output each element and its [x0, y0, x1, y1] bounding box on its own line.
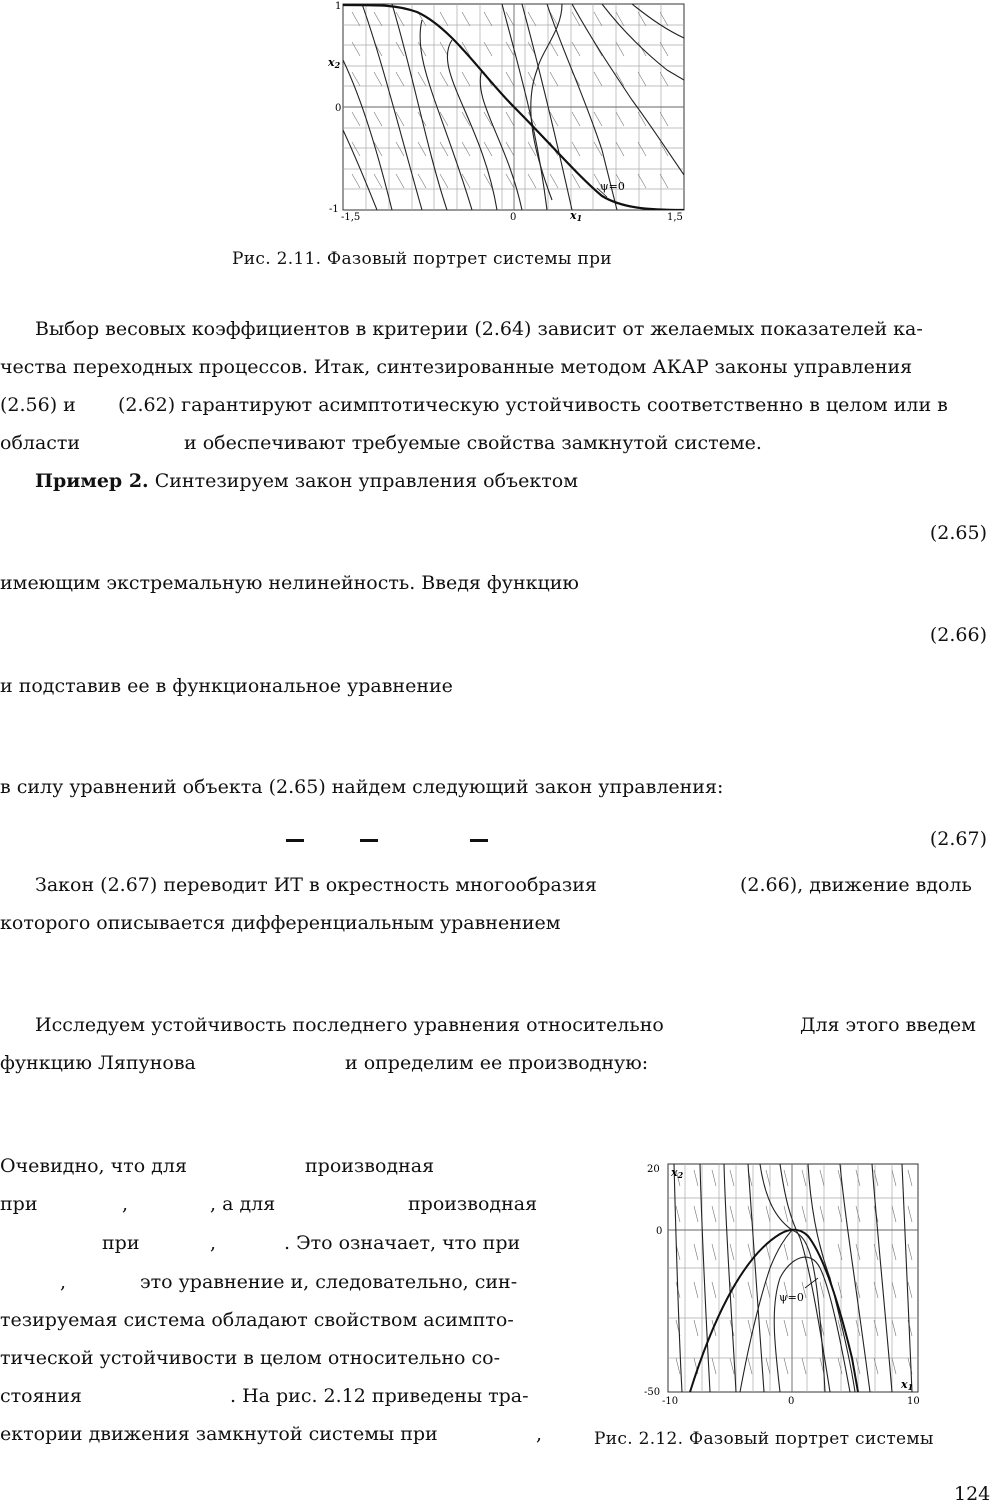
line-substitute: и подставив ее в функциональное уравнение: [0, 675, 453, 697]
col-l3-b: ,: [210, 1232, 217, 1254]
p1-line1: Выбор весовых коэффициентов в критерии (2.64) зависит от желаемых показателей ка-: [35, 318, 923, 340]
x-tick-mid: 0: [510, 212, 517, 223]
line-lyapunov-a: функцию Ляпунова: [0, 1052, 196, 1074]
col-l3-c: . Это означает, что при: [284, 1232, 521, 1254]
x-tick-right-2: 10: [907, 1396, 920, 1407]
col-l5: тезируемая система обладают свойством асимпто-: [0, 1309, 514, 1331]
line-law-b: (2.66), движение вдоль: [740, 874, 972, 896]
col-l4-a: ,: [60, 1271, 67, 1293]
figure-2-12: [640, 1158, 930, 1410]
y-tick-bottom-2: -50: [644, 1387, 661, 1398]
p1-line2: чества переходных процессов. Итак, синтезированные методом АКАР законы управления: [0, 356, 913, 378]
eq-number-2-67: (2.67): [929, 828, 987, 850]
col-l2-b: ,: [122, 1193, 129, 1215]
x-tick-right: 1,5: [667, 212, 683, 223]
y-tick-bottom: -1: [329, 204, 339, 215]
figure-2-11-caption: Рис. 2.11. Фазовый портрет системы при: [232, 249, 612, 269]
figure-2-12-caption: Рис. 2.12. Фазовый портрет системы: [594, 1429, 934, 1449]
page-number: 124: [954, 1483, 991, 1505]
line-extremal: имеющим экстремальную нелинейность. Введя функцию: [0, 572, 579, 594]
curve-label-2-11: ψ=0: [600, 180, 625, 193]
example-text: Синтезируем закон управления объектом: [154, 470, 578, 492]
phase-portrait-2-12: [640, 1158, 930, 1410]
x-tick-mid-2: 0: [788, 1396, 795, 1407]
fraction-bar-2: [360, 839, 378, 842]
y-axis-label-2: x2: [671, 1166, 684, 1180]
y-tick-mid: 0: [335, 103, 342, 114]
x-axis-label-2: x1: [901, 1378, 914, 1392]
fraction-bar-1: [286, 839, 304, 842]
y-tick-mid-2: 0: [656, 1226, 663, 1237]
line-law-a: Закон (2.67) переводит ИТ в окрестность многообразия: [35, 874, 597, 896]
example-label: Пример 2.: [35, 470, 149, 492]
col-l2-a: при: [0, 1193, 38, 1215]
col-l3-a: при: [102, 1232, 140, 1254]
example-heading: [35, 470, 578, 492]
curve-label-2-12: ψ=0: [779, 1291, 804, 1304]
col-l8-a: ектории движения замкнутой системы при: [0, 1423, 438, 1445]
y-tick-top-2: 20: [647, 1164, 660, 1175]
eq-number-2-65: (2.65): [929, 522, 987, 544]
col-l8-b: ,: [536, 1423, 543, 1445]
p1-line4a: области: [0, 432, 81, 454]
line-study-a: Исследуем устойчивость последнего уравнения относительно: [35, 1014, 664, 1036]
x-tick-left-2: -10: [662, 1396, 679, 1407]
x-tick-left: -1,5: [341, 212, 361, 223]
y-tick-top: 1: [335, 1, 342, 12]
line-by-virtue: в силу уравнений объекта (2.65) найдем следующий закон управления:: [0, 776, 724, 798]
p1-line4b: и обеспечивают требуемые свойства замкнутой системе.: [184, 432, 762, 454]
col-l4-b: это уравнение и, следовательно, син-: [140, 1271, 518, 1293]
col-l2-d: производная: [408, 1193, 538, 1215]
col-l7-b: . На рис. 2.12 приведены тра-: [230, 1385, 529, 1407]
phase-portrait-2-11: [322, 0, 694, 230]
x-axis-label: x1: [570, 209, 583, 223]
p1-line3a: (2.56) и: [0, 394, 76, 416]
col-l7-a: стояния: [0, 1385, 82, 1407]
col-l6: тической устойчивости в целом относительно со-: [0, 1347, 500, 1369]
fraction-bar-3: [470, 839, 488, 842]
col-l1-a: Очевидно, что для: [0, 1155, 187, 1177]
col-l1-b: производная: [305, 1155, 435, 1177]
line-which: которого описывается дифференциальным уравнением: [0, 912, 561, 934]
figure-2-11: [322, 0, 694, 230]
line-lyapunov-b: и определим ее производную:: [345, 1052, 649, 1074]
eq-number-2-66: (2.66): [929, 624, 987, 646]
p1-line3b: (2.62) гарантируют асимптотическую устойчивость соответственно в целом или в: [118, 394, 948, 416]
y-axis-label: x2: [328, 56, 341, 70]
line-study-b: Для этого введем: [800, 1014, 976, 1036]
col-l2-c: , а для: [210, 1193, 276, 1215]
